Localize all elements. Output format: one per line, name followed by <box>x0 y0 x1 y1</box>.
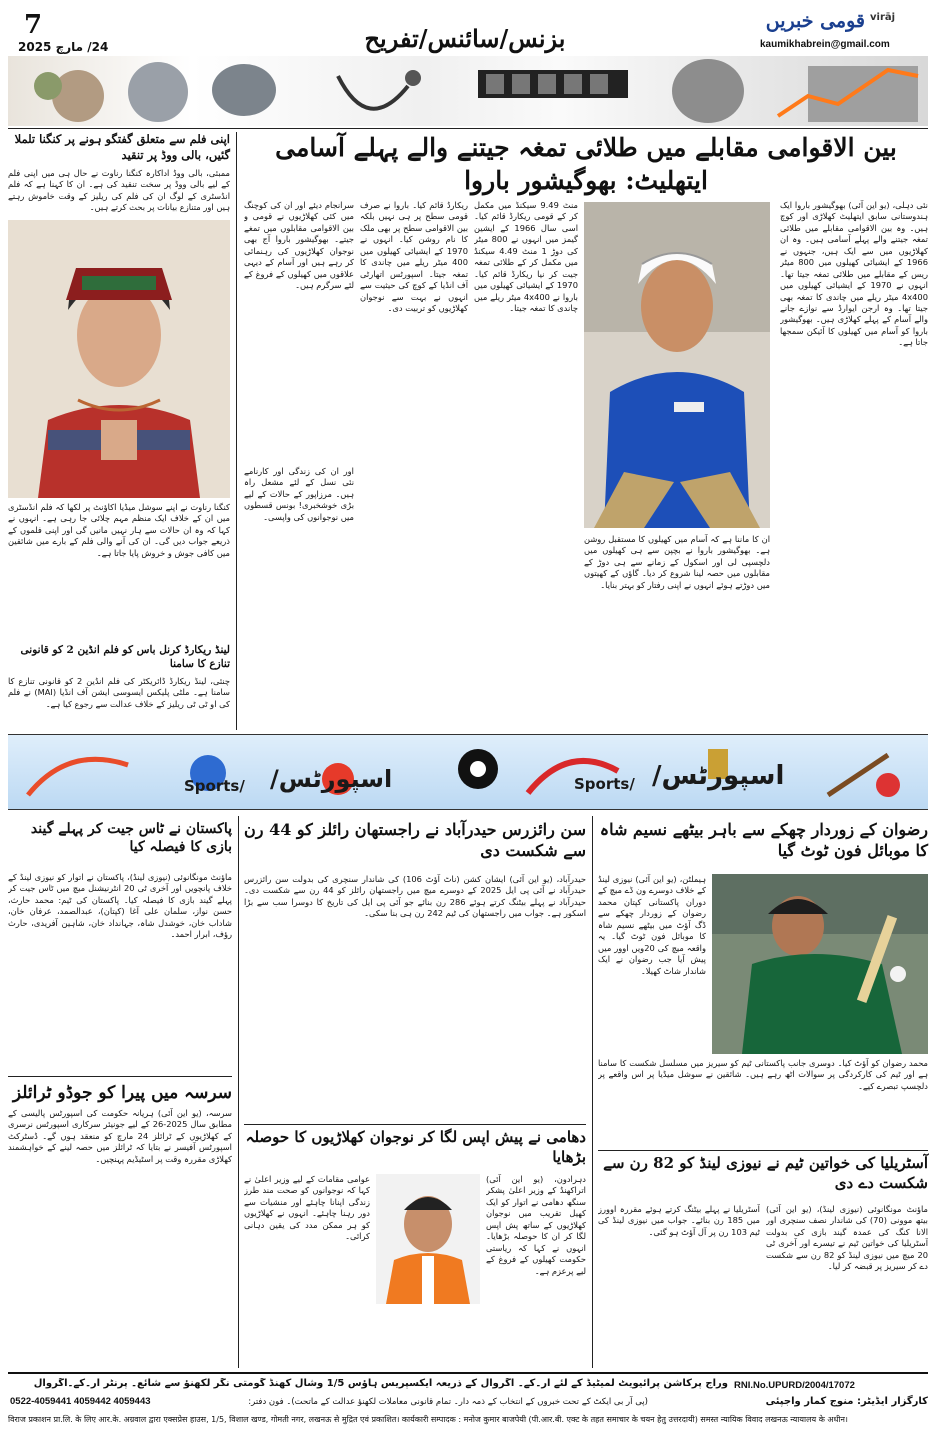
srh-headline: سن رائزرس حیدرآباد نے راجستھان رائلز کو 44 رن سے شکست دی <box>244 820 586 860</box>
sports-label-ur-left: اسپورٹس/ <box>270 765 393 793</box>
rizwan-body-2: محمد رضوان کو آؤٹ کیا۔ دوسری جانب پاکستانی ٹیم کو سیریز میں مسلسل شکست کا سامنا ہے اور ٹیم کی کارکردگی پر سوالات اٹھ رہے ہیں۔ شائقین نے سوشل میڈیا پر اس واقعے پر دلچسپ تبصرے کیے۔ <box>598 1058 928 1091</box>
rizwan-photo <box>712 874 928 1054</box>
kangana-story <box>8 132 230 730</box>
dhami-photo <box>376 1174 480 1304</box>
section-rule <box>8 1076 232 1077</box>
kangana-body: کنگنا رناوت نے اپنے سوشل میڈیا اکاؤنٹ پر لکھا کہ فلم انڈسٹری میں ان کے خلاف ایک منظم مہم چلائی جا رہی ہے۔ انہوں نے کہا کہ وہ ان حالات سے ہار نہیں مانیں گی اور اپنی فلموں کے ذریعے جواب دیں گی۔ ان کی آنے والی فلم کے بارے میں شائقین میں کافی جوش و خروش پایا جاتا ہے۔ <box>8 502 230 558</box>
women-body-2: آسٹریلیا نے پہلے بیٹنگ کرتے ہوئے مقررہ اوورز میں 185 رن بنائے۔ جواب میں نیوزی لینڈ کی ٹیم 103 رن پر آل آؤٹ ہو گئی۔ <box>598 1204 760 1237</box>
sports-label-ur-right: اسپورٹس/ <box>652 761 785 791</box>
column-rule <box>238 816 239 1368</box>
kangana-headline: اپنی فلم سے متعلق گفتگو ہونے پر کنگنا تلملا گئیں، بالی ووڈ پر تنقید <box>14 132 230 162</box>
main-col-5: سرانجام دیئے اور ان کی کوچنگ میں کئی کھلاڑیوں نے قومی و بین الاقوامی مقابلوں میں تمغے جیتے۔ بھوگیشور باروا آج بھی نوجوان کھلاڑیوں کی رہنمائی کر رہے ہیں اور آسام کے دیہی علاقوں میں کھیلوں کے فروغ کے لئے سرگرم ہیں۔ <box>244 200 354 291</box>
main-col-6: اور ان کی زندگی اور کارنامے نئی نسل کے لئے مشعل راہ ہیں۔ مرزاپور کے حالات کے لیے بڑی خوشخبری! بونس قسطوں میں نوجوانوں کی واپسی۔ <box>244 466 354 522</box>
trials-body: سرسہ، (یو این آئی) ہریانہ حکومت کی اسپورٹس پالیسی کے مطابق سال 2025-26 کے لیے جونیئر سرکاری اسپورٹس نرسری کے کھلاڑیوں کے ٹرائلز 24 مارچ کو منعقد ہوں گے۔ ڈسٹرکٹ اسپورٹس آفیسر نے بتایا کہ ٹرائلز میں حصہ لینے کے خواہشمند کھلاڑی مقررہ وقت پر اسٹیڈیم پہنچیں۔ <box>8 1108 232 1164</box>
masthead-rule <box>8 128 928 129</box>
section-rule <box>598 1150 928 1151</box>
main-col-4: ریکارڈ قائم کیا۔ باروا نے صرف قومی سطح پر ہی نہیں بلکہ بین الاقوامی سطح پر بھی ملک کا نام روشن کیا۔ انہوں نے 1970 کے ایشیائی کھیلوں میں 400 میٹر ریلے میں چاندی کا تمغہ جیتا۔ اسپورٹس اتھارٹی آف انڈیا کے کوچ کی حیثیت سے انہوں نے بہت سے نوجوان کھلاڑیوں کو تربیت دی۔ <box>360 200 468 313</box>
issue-date: 24/ مارچ 2025 <box>18 40 109 54</box>
dhami-headline: دھامی نے پیش اپس لگا کر نوجوان کھلاڑیوں کا حوصلہ بڑھایا <box>245 1128 586 1166</box>
rizwan-headline: رضوان کے زوردار چھکے سے باہر بیٹھے نسیم شاہ کا موبائل فون ٹوٹ گیا <box>599 820 928 860</box>
trials-headline: سرسہ میں پیرا کو جوڈو ٹرائلز <box>12 1083 232 1103</box>
section-title: بزنس/سائنس/تفریح <box>364 24 566 53</box>
kangana-photo <box>8 220 230 498</box>
kangana-subhead: لینڈ ریکارڈ کرنل باس کو فلم انڈین 2 کو قانونی تنازع کا سامنا <box>20 644 230 670</box>
masthead <box>0 0 935 130</box>
brand-logo: قومی خبریں <box>765 10 865 32</box>
imprint-line-1: وراج پرکاشن پرائیویٹ لمیٹیڈ کے لئے آر۔کے۔ اگروال کے ذریعہ ایکسپریس ہاؤس 1/5 وشال کھنڈ گومتی نگر لکھنؤ سے شائع۔ پرنٹر آر۔کے۔اگروال <box>33 1378 728 1389</box>
masthead-collage-image <box>8 56 928 126</box>
imprint-footer <box>8 1372 928 1438</box>
srh-body: حیدرآباد، (یو این آئی) ایشان کشن (ناٹ آؤٹ 106) کی شاندار سنچری کی بدولت سن رائزرس حیدرآباد نے آئی پی ایل 2025 کے دوسرے میچ میں راجستھان رائلز کو 44 رن سے شکست دی۔ حیدرآباد نے پہلے بیٹنگ کرتے ہوئے 286 رن بنائے جو آئی پی ایل کی تاریخ کا دوسرا سب سے بڑا اسکور ہے۔ جواب میں راجستھان کی ٹیم 242 رن ہی بنا سکی۔ <box>244 874 586 919</box>
kangana-sub-body: چنئی، لینڈ ریکارڈ ڈائریکٹر کی فلم انڈین 2 کو قانونی تنازع کا سامنا ہے۔ ملٹی پلیکس ایسوسی ایشن آف انڈیا (MAI) نے فلم کی او ٹی ٹی ریلیز کے خلاف عدالت سے رجوع کیا ہے۔ <box>8 676 230 709</box>
sports-banner <box>8 734 928 810</box>
email: kaumikhabrein@gmail.com <box>760 39 890 50</box>
executive-editor: کارگزار ایڈیٹر: منوج کمار واجپئی <box>765 1396 928 1407</box>
pakistan-body: ماؤنٹ مونگانوئی (نیوزی لینڈ)، پاکستان نے اتوار کو نیوزی لینڈ کے خلاف پانچویں اور آخری ٹی 20 انٹرنیشنل میچ میں ٹاس جیت کر پہلے گیند بازی کا فیصلہ کیا۔ پاکستان کی ٹیم: محمد حارث، حسن نواز، سلمان علی آغا (کپتان)، عبدالصمد، عرفان خان، شاداب خان، خوشدل شاہ، جہانداد خان، شاہین آفریدی، حارث رؤف، ابرار احمد۔ <box>8 872 232 940</box>
sports-label-en-right: Sports/ <box>574 775 635 793</box>
page-number: 7 <box>24 10 43 40</box>
dhami-body-2: عوامی مقامات کے لیے وزیر اعلیٰ نے کہا کہ نوجوانوں کو صحت مند طرز زندگی اپنانا چاہئے اور منشیات سے دور رہنا چاہئے۔ انہوں نے کھلاڑیوں کو ہر ممکن مدد کی یقین دہانی کرائی۔ <box>244 1174 370 1242</box>
column-rule <box>592 816 593 1368</box>
imprint-line-hindi: विराज प्रकाशन प्रा.लि. के लिए आर.के. अग्रवाल द्वारा एक्सप्रेस हाउस, 1/5, विशाल खण्ड, गोमती नगर, लखनऊ से मुद्रित एवं प्रकाशित। कार्यकारी सम्पादक : मनोज कुमार बाजपेयी (पी.आर.बी. एक्ट के तहत समाचार के चयन हेतु उत्तरदायी) समस्त न्यायिक विवाद लखनऊ न्यायालय के अधीन। <box>8 1415 848 1424</box>
column-rule <box>236 132 237 730</box>
kangana-intro: ممبئی، بالی ووڈ اداکارہ کنگنا رناوت نے حال ہی میں اپنی فلم کے لیے بالی ووڈ پر سخت تنقید کی ہے۔ ان کا کہنا ہے کہ فلم انڈسٹری کے لوگ ان کی فلم کی ریلیز کے وقت خاموش رہتے ہیں اور متنازع بیانات پر بحث کرتے ہیں۔ <box>8 168 230 213</box>
office-phones: 0522-4059441 4059442 4059443 <box>10 1396 151 1407</box>
dhami-body: دہرادون، (یو این آئی) اتراکھنڈ کے وزیر اعلیٰ پشکر سنگھ دھامی نے اتوار کو ایک کھیل تقریب میں نوجوان کھلاڑیوں کے ساتھ پش اپس لگا کر ان کا حوصلہ بڑھایا۔ انہوں نے کہا کہ ریاستی حکومت کھیلوں کے فروغ کے لیے پرعزم ہے۔ <box>486 1174 586 1276</box>
women-headline: آسٹریلیا کی خواتین ٹیم نے نیوزی لینڈ کو 82 رن سے شکست دے دی <box>603 1154 928 1192</box>
women-body: ماؤنٹ مونگانوئی (نیوزی لینڈ)، (یو این آئی) بیتھ موونی (70) کی شاندار نصف سنچری اور الانا کنگ کی عمدہ گیند بازی کی بدولت آسٹریلیا کی خواتین ٹیم نے تیسرے اور آخری ٹی 20 میچ میں نیوزی لینڈ کو 82 رن سے شکست دے کر سیریز پر قبضہ کر لیا۔ <box>766 1204 928 1272</box>
main-col-3: منٹ 9.49 سیکنڈ میں مکمل کر کے قومی ریکارڈ قائم کیا۔ اسی سال 1966 کے ایشین گیمز میں انہوں نے 800 میٹر کی دوڑ 1 منٹ 4.49 سیکنڈ میں مکمل کر کے طلائی تمغہ جیت کر نیا ریکارڈ قائم کیا۔ 1970 کے ایشیائی کھیلوں میں باروا نے 4x400 میٹر ریلے میں چاندی کا تمغہ جیتا۔ <box>474 200 578 313</box>
main-col-2: ان کا ماننا ہے کہ آسام میں کھیلوں کا مستقبل روشن ہے۔ بھوگیشور باروا نے بچپن سے ہی کھیلوں میں دلچسپی لی اور اسکول کے زمانے سے ہی دوڑ کے مقابلوں میں حصہ لینا شروع کر دیا۔ گاؤں کے کھیتوں میں دوڑتے ہوئے انہوں نے اپنی رفتار کو بہتر بنایا۔ <box>584 534 770 590</box>
section-rule <box>244 1124 586 1125</box>
main-headline: بین الاقوامی مقابلے میں طلائی تمغہ جیتنے والے پہلے آسامی ایتھلیٹ: بھوگیشور باروا <box>275 133 897 195</box>
main-col-1: نئی دہلی، (یو این آئی) بھوگیشور باروا ایک ہندوستانی سابق ایتھلیٹ کھلاڑی اور کوچ ہیں۔ وہ بین الاقوامی مقابلے میں طلائی تمغہ جیتنے والے پہلے آسامی ہیں۔ وہ ان کھلاڑیوں میں سے ایک ہیں، جنہوں نے 1966 کے ایشیائی کھیلوں میں 800 میٹر ریس کے مقابلے میں طلائی تمغہ جیتا تھا۔ انہوں نے 1970 کے ایشیائی کھیلوں میں 4x400 میٹر ریلے میں چاندی کا تمغہ بھی جیتا تھا۔ وہ ارجن ایوارڈ سے نوازے جانے والے آسام کے پہلے کھلاڑی ہیں۔ بھوگیشور باروا کو آسام میں کھیلوں کا آئیکن سمجھا جاتا ہے۔ <box>780 200 928 348</box>
imprint-note: (پی آر بی ایکٹ کے تحت خبروں کے انتخاب کے ذمہ دار۔ تمام قانونی معاملات لکھنؤ عدالت کے ماتحت)۔ فون دفتر: <box>248 1397 648 1407</box>
brand-mark-icon: virāj <box>870 12 896 23</box>
rizwan-body: ہیملٹن، (یو این آئی) نیوزی لینڈ کے خلاف دوسرے ون ڈے میچ کے دوران پاکستانی کپتان محمد رضوان کے زوردار چھکے سے ڈگ آؤٹ میں بیٹھے نسیم شاہ کا موبائل فون ٹوٹ گیا۔ یہ واقعہ میچ کی 20ویں اوور میں پیش آیا جب رضوان نے ایک شاندار شاٹ کھیلا۔ <box>598 874 706 976</box>
rni-number: RNI.No.UPURD/2004/17072 <box>734 1380 855 1391</box>
pakistan-headline: پاکستان نے ٹاس جیت کر پہلے گیند بازی کا فیصلہ کیا <box>30 821 232 856</box>
sports-label-en-left: Sports/ <box>184 777 245 795</box>
barua-photo <box>584 202 770 528</box>
